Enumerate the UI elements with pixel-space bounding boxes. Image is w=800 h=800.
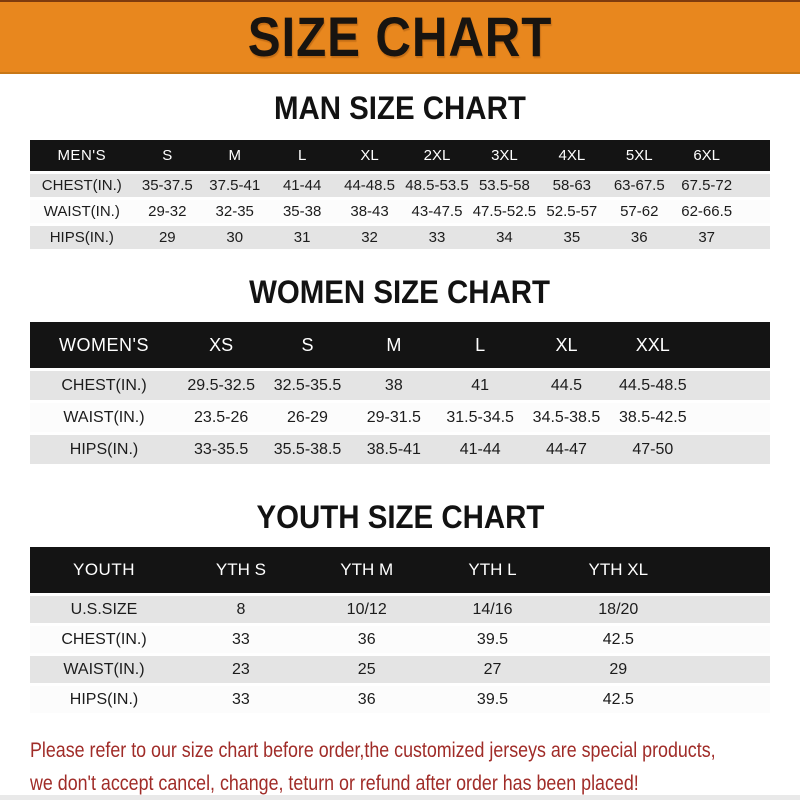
youth-size-heading: YOUTH SIZE CHART [256,499,544,535]
size-value-cell: 35-37.5 [134,173,201,199]
women-size-table [30,322,770,467]
size-table [30,140,770,252]
size-table [30,547,770,716]
spacer-cell [696,322,770,370]
size-column-header: 2XL [403,140,470,173]
size-value-cell: 35 [538,225,605,251]
size-value-cell: 35.5-38.5 [264,434,350,466]
size-value-cell: 27 [430,655,556,685]
size-value-cell: 35-38 [268,199,335,225]
row-label: WAIST(IN.) [30,402,178,434]
size-value-cell: 34.5-38.5 [523,402,609,434]
size-value-cell: 33 [403,225,470,251]
row-label: CHEST(IN.) [30,370,178,402]
size-value-cell: 32-35 [201,199,268,225]
size-value-cell: 41-44 [437,434,523,466]
row-label: HIPS(IN.) [30,434,178,466]
youth-size-table [30,547,770,716]
row-label: WAIST(IN.) [30,655,178,685]
size-value-cell: 41 [437,370,523,402]
size-column-header: M [201,140,268,173]
size-column-header: M [351,322,437,370]
size-value-cell: 48.5-53.5 [403,173,470,199]
spacer-cell [740,140,770,173]
size-column-header: L [268,140,335,173]
table-row [30,625,770,655]
disclaimer-line1: Please refer to our size chart before order,the customized jerseys are special products, [30,739,716,762]
size-table [30,322,770,467]
size-column-header: S [134,140,201,173]
spacer-cell [740,199,770,225]
size-value-cell: 53.5-58 [471,173,538,199]
size-column-header: YTH L [430,547,556,595]
size-value-cell: 26-29 [264,402,350,434]
size-value-cell: 38.5-42.5 [610,402,696,434]
size-value-cell: 37.5-41 [201,173,268,199]
size-value-cell: 23.5-26 [178,402,264,434]
banner-title: SIZE CHART [247,5,553,68]
spacer-cell [696,402,770,434]
size-value-cell: 29-32 [134,199,201,225]
size-column-header: 5XL [606,140,673,173]
table-row [30,595,770,625]
size-value-cell: 47.5-52.5 [471,199,538,225]
size-value-cell: 29 [555,655,681,685]
size-value-cell: 52.5-57 [538,199,605,225]
women-size-section [0,276,800,467]
size-column-header: L [437,322,523,370]
size-column-header: XL [336,140,403,173]
size-value-cell: 62-66.5 [673,199,740,225]
man-size-heading: MAN SIZE CHART [274,90,526,126]
spacer-cell [681,625,770,655]
row-label: U.S.SIZE [30,595,178,625]
size-value-cell: 33 [178,685,304,715]
size-value-cell: 29 [134,225,201,251]
size-value-cell: 34 [471,225,538,251]
table-row [30,402,770,434]
table-header-row [30,140,770,173]
table-header-row [30,547,770,595]
disclaimer-line2: we don't accept cancel, change, teturn or refund after order has been placed! [30,772,639,795]
size-value-cell: 23 [178,655,304,685]
size-column-header: YTH S [178,547,304,595]
size-value-cell: 36 [304,625,430,655]
size-value-cell: 8 [178,595,304,625]
size-value-cell: 67.5-72 [673,173,740,199]
spacer-cell [681,595,770,625]
size-value-cell: 29.5-32.5 [178,370,264,402]
size-value-cell: 36 [304,685,430,715]
size-value-cell: 44.5 [523,370,609,402]
women-size-heading: WOMEN SIZE CHART [249,274,551,310]
row-label: HIPS(IN.) [30,685,178,715]
spacer-cell [681,547,770,595]
table-header-row [30,322,770,370]
size-value-cell: 42.5 [555,685,681,715]
size-column-header: XL [523,322,609,370]
bottom-edge-strip [0,795,800,800]
spacer-cell [740,173,770,199]
size-column-header: 3XL [471,140,538,173]
table-corner-label: YOUTH [30,547,178,595]
size-value-cell: 31.5-34.5 [437,402,523,434]
size-value-cell: 36 [606,225,673,251]
size-value-cell: 41-44 [268,173,335,199]
size-value-cell: 10/12 [304,595,430,625]
size-column-header: YTH XL [555,547,681,595]
size-value-cell: 47-50 [610,434,696,466]
size-value-cell: 31 [268,225,335,251]
size-value-cell: 42.5 [555,625,681,655]
size-value-cell: 18/20 [555,595,681,625]
size-value-cell: 39.5 [430,685,556,715]
table-row [30,685,770,715]
size-value-cell: 38 [351,370,437,402]
size-value-cell: 14/16 [430,595,556,625]
youth-size-section [0,501,800,716]
table-row [30,173,770,199]
size-column-header: 6XL [673,140,740,173]
table-row [30,199,770,225]
size-value-cell: 30 [201,225,268,251]
size-column-header: YTH M [304,547,430,595]
size-value-cell: 39.5 [430,625,556,655]
size-value-cell: 32.5-35.5 [264,370,350,402]
size-value-cell: 57-62 [606,199,673,225]
size-value-cell: 33 [178,625,304,655]
row-label: CHEST(IN.) [30,625,178,655]
spacer-cell [681,655,770,685]
size-column-header: XS [178,322,264,370]
spacer-cell [696,434,770,466]
size-value-cell: 38.5-41 [351,434,437,466]
table-row [30,655,770,685]
size-value-cell: 63-67.5 [606,173,673,199]
row-label: CHEST(IN.) [30,173,134,199]
size-value-cell: 32 [336,225,403,251]
spacer-cell [681,685,770,715]
table-row [30,225,770,251]
size-value-cell: 33-35.5 [178,434,264,466]
table-row [30,434,770,466]
size-value-cell: 58-63 [538,173,605,199]
size-value-cell: 44-47 [523,434,609,466]
spacer-cell [740,225,770,251]
disclaimer-note [0,734,800,800]
size-value-cell: 43-47.5 [403,199,470,225]
size-value-cell: 29-31.5 [351,402,437,434]
row-label: WAIST(IN.) [30,199,134,225]
size-column-header: XXL [610,322,696,370]
size-value-cell: 38-43 [336,199,403,225]
size-value-cell: 44-48.5 [336,173,403,199]
table-corner-label: MEN'S [30,140,134,173]
table-corner-label: WOMEN'S [30,322,178,370]
size-column-header: S [264,322,350,370]
size-column-header: 4XL [538,140,605,173]
man-size-section [0,92,800,252]
row-label: HIPS(IN.) [30,225,134,251]
size-value-cell: 25 [304,655,430,685]
size-chart-banner [0,0,800,74]
size-value-cell: 44.5-48.5 [610,370,696,402]
size-value-cell: 37 [673,225,740,251]
table-row [30,370,770,402]
spacer-cell [696,370,770,402]
men-size-table [30,140,770,252]
